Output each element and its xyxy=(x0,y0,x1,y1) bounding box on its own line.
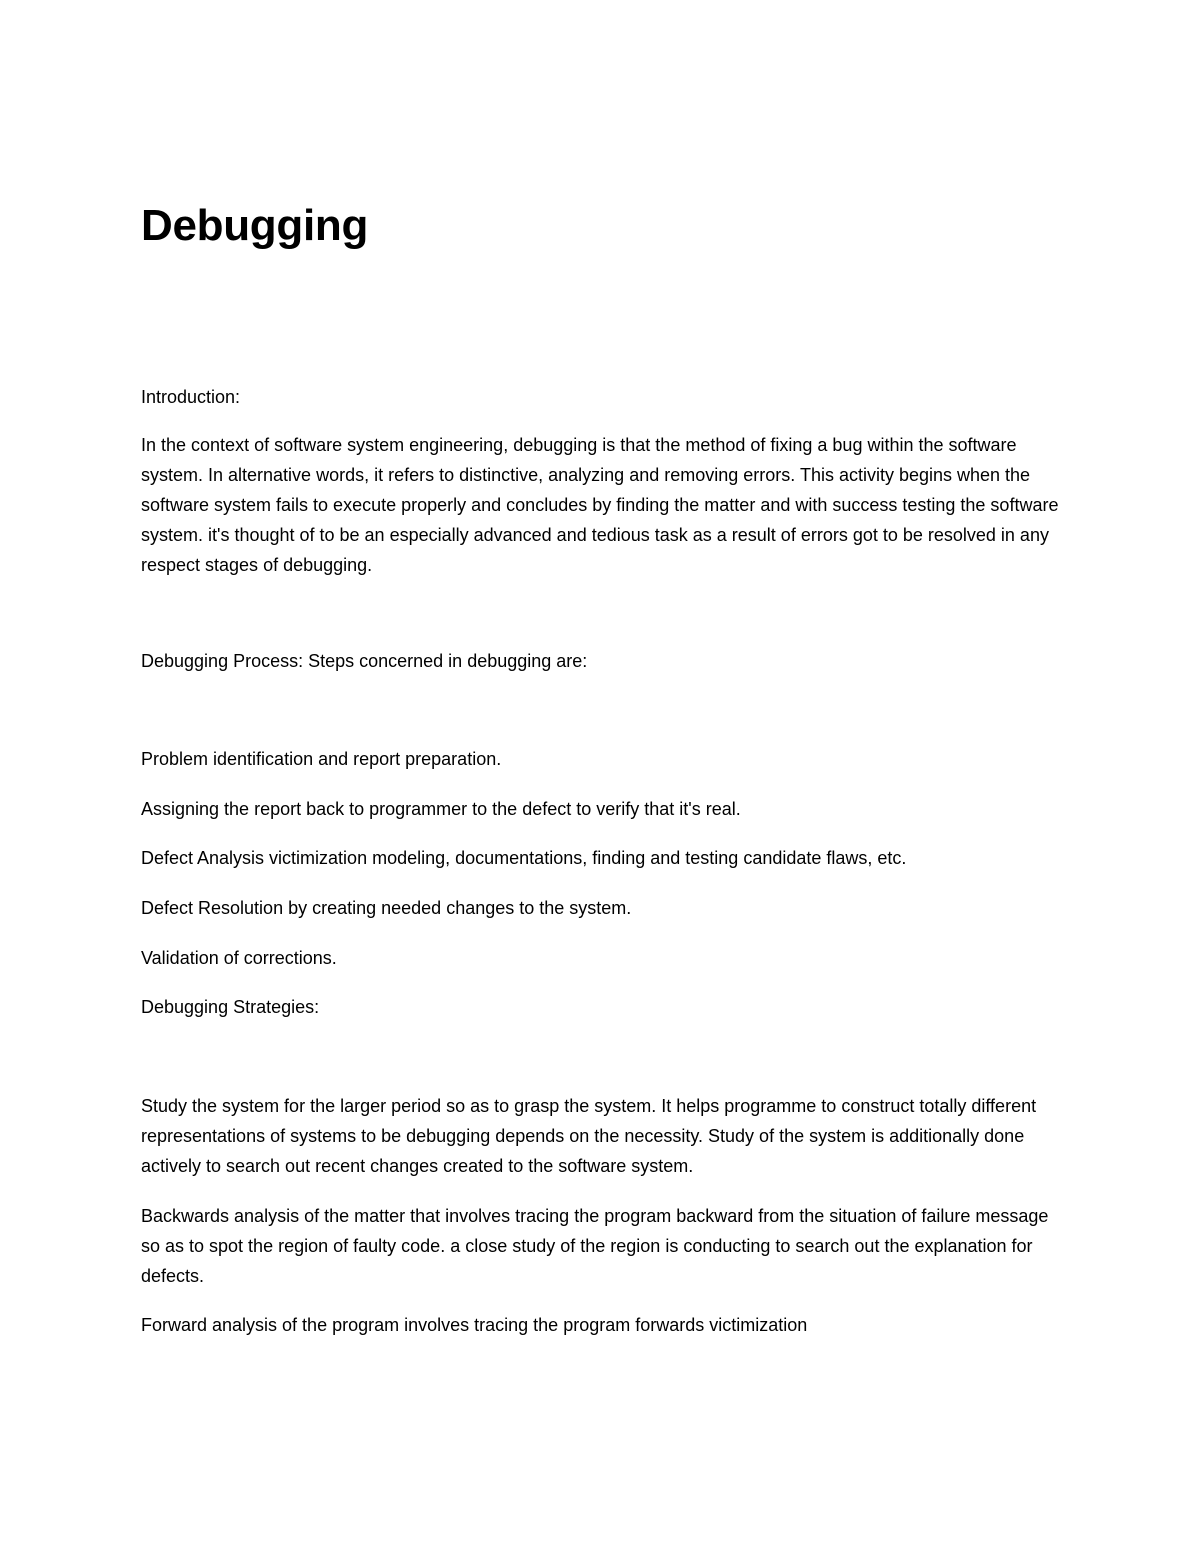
strategies-list xyxy=(141,1091,1066,1340)
process-step: Validation of corrections. xyxy=(141,947,337,968)
strategy-paragraph: Forward analysis of the program involves tracing the program forwards victimization xyxy=(141,1315,808,1336)
introduction-paragraph: In the context of software system engineering, debugging is that the method of fixing a bug within the software system. In alternative words, it refers to distinctive, analyzing and removing errors. This activity begins when the software system fails to execute properly and concludes by finding the matter and with success testing the software system. it's thought of to be an especially advanced and tedious task as a result of errors got to be resolved in any respect stages of debugging. xyxy=(141,435,1059,575)
process-heading: Debugging Process: Steps concerned in debugging are: xyxy=(141,651,588,671)
strategy-paragraph: Study the system for the larger period so as to grasp the system. It helps programme to construct totally different representations of systems to be debugging depends on the necessity. Study of the system is additionally done actively to search out recent changes created to the software system. xyxy=(141,1096,1037,1177)
process-step: Assigning the report back to programmer to the defect to verify that it's real. xyxy=(141,798,741,819)
process-step: Defect Resolution by creating needed changes to the system. xyxy=(141,898,632,919)
process-step: Defect Analysis victimization modeling, documentations, finding and testing candidate flaws, etc. xyxy=(141,848,907,869)
strategy-paragraph: Backwards analysis of the matter that involves tracing the program backward from the situation of failure message so as to spot the region of faulty code. a close study of the region is conducting to search out the explanation for defects. xyxy=(141,1205,1049,1286)
strategies-heading: Debugging Strategies: xyxy=(141,997,320,1018)
process-step: Problem identification and report preparation. xyxy=(141,749,502,769)
page-title: Debugging xyxy=(141,201,369,250)
process-steps-list xyxy=(141,744,1066,973)
introduction-label: Introduction: xyxy=(141,387,241,407)
document-content xyxy=(141,196,1066,1360)
